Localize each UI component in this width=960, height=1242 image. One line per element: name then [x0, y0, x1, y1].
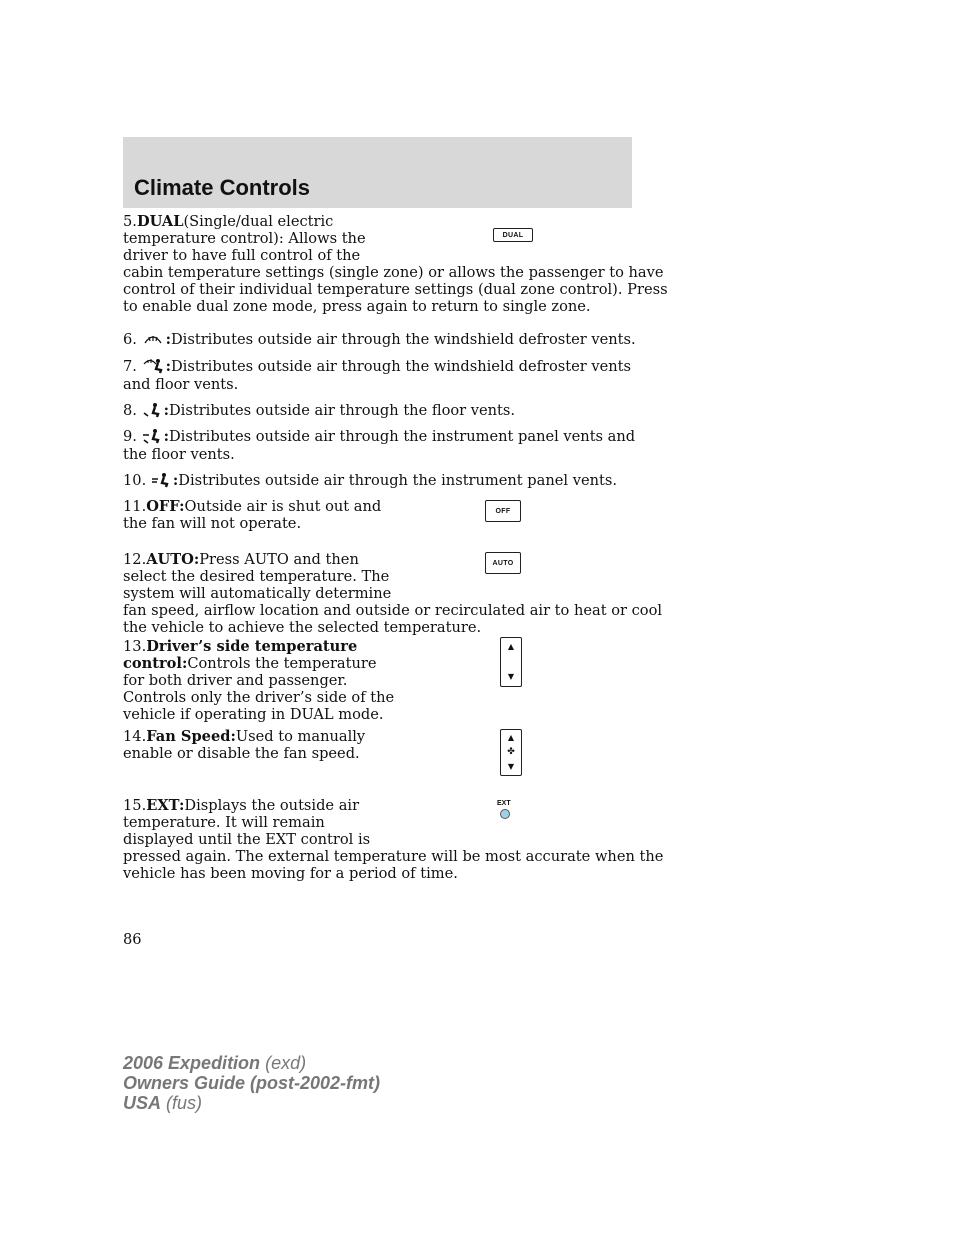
item-12-line-3: system will automatically determine — [123, 585, 392, 602]
footer — [123, 1053, 380, 1113]
item-7-line-1: 7. :Distributes outside air through the windshield defroster vents — [123, 358, 631, 378]
item-13-line-4: Controls only the driver’s side of the — [123, 689, 395, 706]
down-arrow-icon: ▼ — [507, 762, 515, 771]
panel-floor-vent-icon — [142, 428, 162, 448]
item-12-line-1: 12.AUTO:Press AUTO and then — [123, 551, 359, 568]
item-7-line-2: and floor vents. — [123, 376, 239, 393]
footer-line-2: Owners Guide (post-2002-fmt) — [123, 1073, 381, 1093]
fan-speed-rocker — [500, 729, 522, 776]
item-13-line-3: for both driver and passenger. — [123, 672, 348, 689]
footer-line-1: 2006 Expedition (exd) — [123, 1053, 307, 1073]
item-13-line-1: 13.Driver’s side temperature — [123, 638, 358, 655]
item-11-line-2: the fan will not operate. — [123, 515, 302, 532]
item-12-line-4: fan speed, airflow location and outside or recirculated air to heat or cool — [123, 602, 663, 619]
section-header — [123, 137, 632, 208]
footer-line-3: USA (fus) — [123, 1093, 203, 1113]
ext-label: EXT — [497, 800, 511, 807]
page-number: 86 — [123, 931, 142, 948]
item-15-line-3: displayed until the EXT control is — [123, 831, 371, 848]
fan-icon: ✤ — [507, 747, 515, 757]
section-title: Climate Controls — [134, 175, 311, 200]
auto-button: AUTO — [485, 552, 521, 574]
item-8: 8. :Distributes outside air through the floor vents. — [123, 402, 515, 422]
off-button: OFF — [485, 500, 521, 522]
item-12-line-2: select the desired temperature. The — [123, 568, 390, 585]
down-arrow-icon: ▼ — [507, 672, 515, 681]
defrost-icon — [142, 333, 164, 351]
item-6: 6. :Distributes outside air through the windshield defroster vents. — [123, 331, 636, 351]
item-5-line-4: cabin temperature settings (single zone) or allows the passenger to have — [123, 264, 664, 281]
item-13-line-5: vehicle if operating in DUAL mode. — [123, 706, 384, 723]
up-arrow-icon: ▲ — [507, 733, 515, 742]
defrost-floor-icon — [142, 358, 164, 378]
item-5-line-6: to enable dual zone mode, press again to return to single zone. — [123, 298, 591, 315]
item-5-line-1: 5.DUAL(Single/dual electric — [123, 213, 334, 230]
temperature-rocker — [500, 637, 522, 687]
item-9-line-2: the floor vents. — [123, 446, 235, 463]
item-10: 10. :Distributes outside air through the instrument panel vents. — [123, 472, 617, 492]
item-13-line-2: control:Controls the temperature — [123, 655, 377, 672]
ext-indicator-icon — [500, 809, 510, 819]
item-5-line-2: temperature control): Allows the — [123, 230, 366, 247]
item-5-line-3: driver to have full control of the — [123, 247, 361, 264]
item-14-line-2: enable or disable the fan speed. — [123, 745, 360, 762]
panel-vent-icon — [151, 472, 171, 492]
item-5-line-5: control of their individual temperature settings (dual zone control). Press — [123, 281, 668, 298]
item-14-line-1: 14.Fan Speed:Used to manually — [123, 728, 366, 745]
item-15-line-5: vehicle has been moving for a period of time. — [123, 865, 458, 882]
floor-vent-icon — [142, 402, 162, 422]
dual-button: DUAL — [493, 228, 533, 242]
item-11-line-1: 11.OFF:Outside air is shut out and — [123, 498, 382, 515]
up-arrow-icon: ▲ — [507, 642, 515, 651]
item-15-line-1: 15.EXT:Displays the outside air — [123, 797, 360, 814]
item-15-line-4: pressed again. The external temperature will be most accurate when the — [123, 848, 664, 865]
item-12-line-5: the vehicle to achieve the selected temperature. — [123, 619, 482, 636]
item-9-line-1: 9. :Distributes outside air through the instrument panel vents and — [123, 428, 635, 448]
item-15-line-2: temperature. It will remain — [123, 814, 325, 831]
